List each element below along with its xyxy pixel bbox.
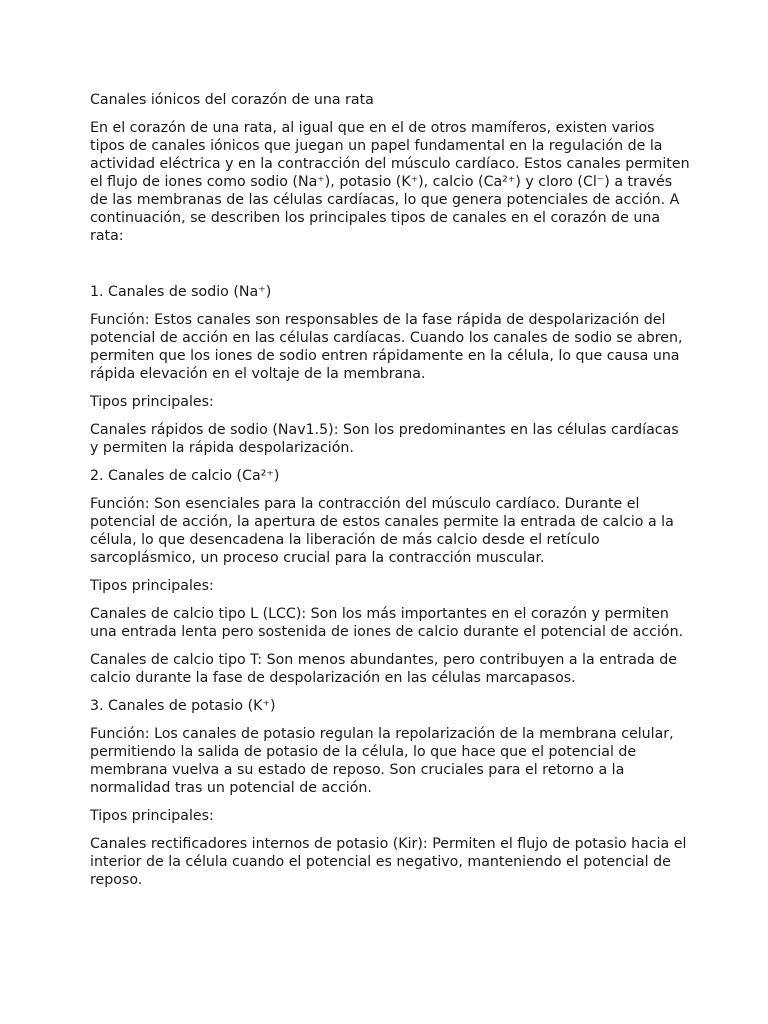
document-page: [90, 91, 690, 899]
calcium-type-t: Canales de calcio tipo T: Son menos abundantes, pero contribuyen a la entrada de calcio durante la fase de despolarización en las células marcapasos.: [90, 652, 677, 686]
intro-paragraph: En el corazón de una rata, al igual que en el de otros mamíferos, existen varios tipos de canales iónicos que juegan un papel fundamental en la regulación de la actividad eléctrica y en la contracción del músculo cardíaco. Estos canales permiten el flujo de iones como sodio (Na⁺), potasio (K⁺), calcio (Ca²⁺) y cloro (Cl⁻) a través de las membranas de las células cardíacas, lo que genera potenciales de acción. A continuación, se describen los principales tipos de canales en el corazón de una rata:: [90, 120, 690, 244]
section-heading-sodium: 1. Canales de sodio (Na⁺): [90, 284, 272, 300]
potassium-types-label: Tipos principales:: [90, 808, 214, 824]
sodium-function-paragraph: Función: Estos canales son responsables de la fase rápida de despolarización del potencial de acción en las células cardíacas. Cuando los canales de sodio se abren, permiten que los iones de sodio entren rápidamente en la célula, lo que causa una rápida elevación en el voltaje de la membrana.: [90, 312, 683, 382]
sodium-type-nav15: Canales rápidos de sodio (Nav1.5): Son los predominantes en las células cardíacas y permiten la rápida despolarización.: [90, 422, 679, 456]
section-heading-calcium: 2. Canales de calcio (Ca²⁺): [90, 468, 280, 484]
potassium-type-kir: Canales rectificadores internos de potasio (Kir): Permiten el flujo de potasio hacia el interior de la célula cuando el potencial es negativo, manteniendo el potencial de reposo.: [90, 836, 687, 888]
paragraph-gap: [90, 255, 690, 283]
calcium-types-label: Tipos principales:: [90, 578, 214, 594]
section-heading-potassium: 3. Canales de potasio (K⁺): [90, 698, 276, 714]
document-title: Canales iónicos del corazón de una rata: [90, 92, 374, 108]
potassium-function-paragraph: Función: Los canales de potasio regulan la repolarización de la membrana celular, permitiendo la salida de potasio de la célula, lo que hace que el potencial de membrana vuelva a su estado de reposo. Son cruciales para el retorno a la normalidad tras un potencial de acción.: [90, 726, 674, 796]
calcium-type-l: Canales de calcio tipo L (LCC): Son los más importantes en el corazón y permiten una entrada lenta pero sostenida de iones de calcio durante el potencial de acción.: [90, 606, 684, 640]
sodium-types-label: Tipos principales:: [90, 394, 214, 410]
calcium-function-paragraph: Función: Son esenciales para la contracción del músculo cardíaco. Durante el potencial de acción, la apertura de estos canales permite la entrada de calcio a la célula, lo que desencadena la liberación de más calcio desde el retículo sarcoplásmico, un proceso crucial para la contracción muscular.: [90, 496, 674, 566]
